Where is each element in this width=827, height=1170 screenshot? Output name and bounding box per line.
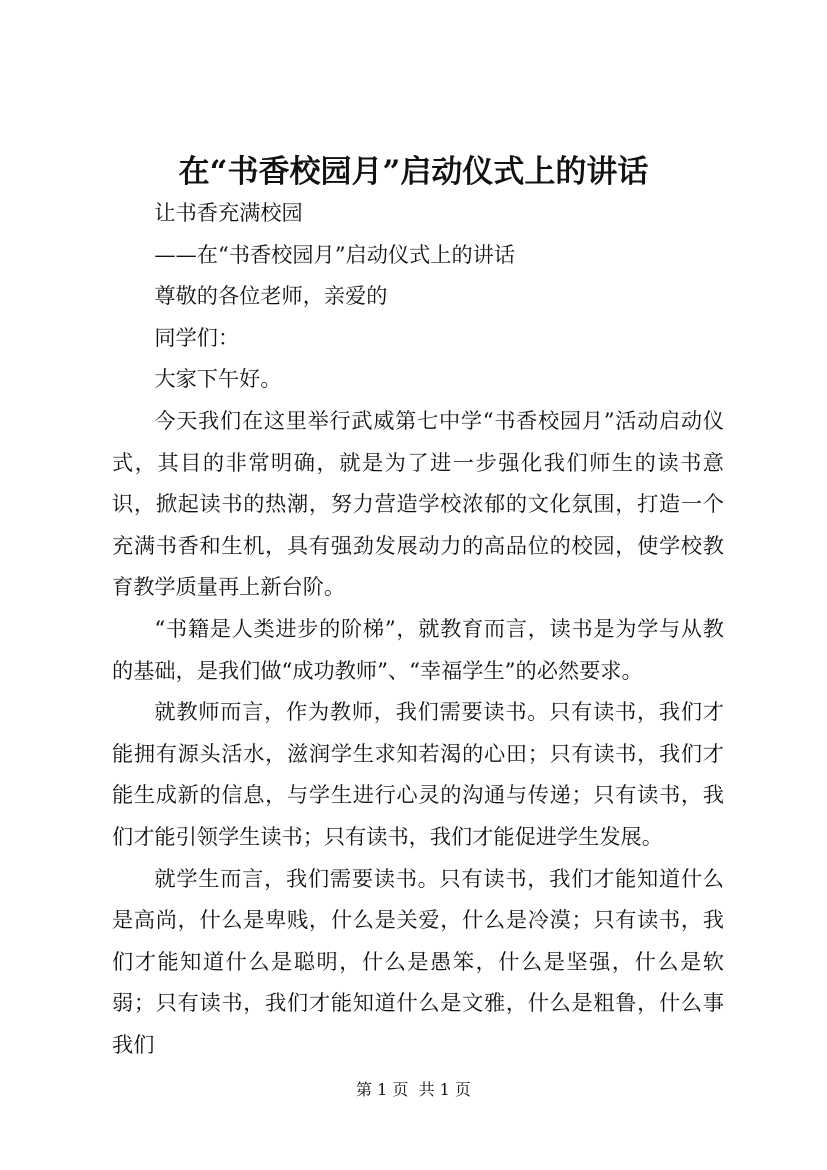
document-title: 在“书香校园月”启动仪式上的讲话 bbox=[178, 154, 649, 190]
salutation-line: 尊敬的各位老师，亲爱的 bbox=[154, 283, 388, 309]
page-number-label: 第 1 页 共 1 页 bbox=[356, 1080, 471, 1099]
subtitle-line: 让书香充满校园 bbox=[154, 200, 303, 225]
paragraph: “书籍是人类进步的阶梯”，就教育而言，读书是为学与从教的基础，是我们做“成功教师”、“幸福学生”的必然要求。 bbox=[112, 615, 724, 683]
page-footer bbox=[0, 1077, 827, 1100]
paragraph: 就学生而言，我们需要读书。只有读书，我们才能知道什么是高尚，什么是卑贱，什么是关爱，什么是冷漠；只有读书，我们才能知道什么是聪明，什么是愚笨，什么是坚强，什么是软弱；只有读书，我们才能知道什么是文雅，什么是粗鲁，什么事我们 bbox=[112, 865, 724, 1057]
subtitle-dash-line: ——在“书香校园月”启动仪式上的讲话 bbox=[154, 241, 516, 267]
document-body bbox=[112, 192, 724, 1065]
salutation-line-continued: 同学们： bbox=[154, 324, 240, 350]
paragraph: 今天我们在这里举行武威第七中学“书香校园月”活动启动仪式，其目的非常明确，就是为了进一步强化我们师生的读书意识，掀起读书的热潮，努力营造学校浓郁的文化氛围，打造一个充满书香和生机，具有强劲发展动力的高品位的校园，使学校教育教学质量再上新台阶。 bbox=[112, 407, 724, 600]
greeting-line: 大家下午好。 bbox=[154, 366, 282, 392]
paragraph: 就教师而言，作为教师，我们需要读书。只有读书，我们才能拥有源头活水，滋润学生求知若渴的心田；只有读书，我们才能生成新的信息，与学生进行心灵的沟通与传递；只有读书，我们才能引领学生读书；只有读书，我们才能促进学生发展。 bbox=[112, 699, 724, 849]
